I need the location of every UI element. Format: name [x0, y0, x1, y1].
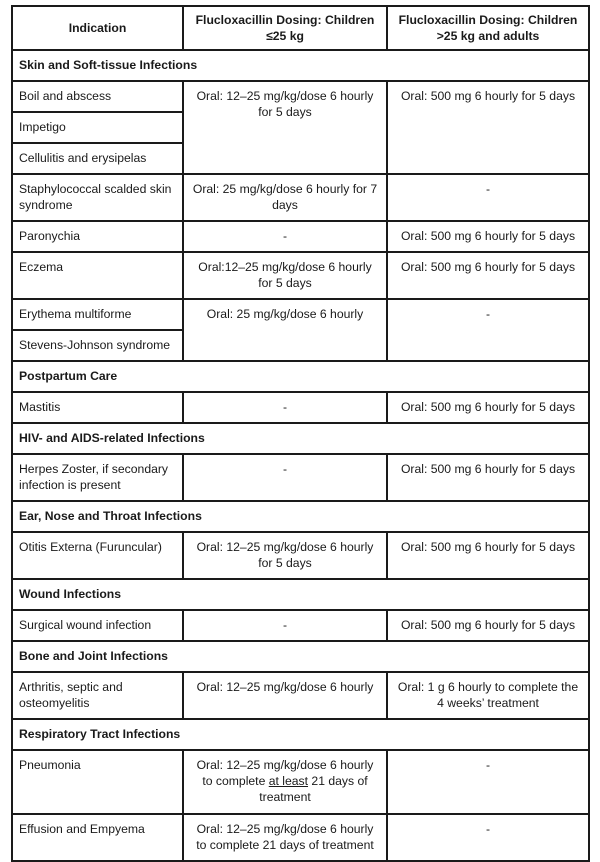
child-dose-cell: -	[183, 221, 387, 252]
section-row	[12, 501, 589, 532]
table-row	[12, 299, 589, 330]
table-row	[12, 221, 589, 252]
indication-cell: Arthritis, septic and osteomyelitis	[12, 672, 183, 719]
section-row	[12, 423, 589, 454]
section-row	[12, 719, 589, 750]
table-row	[12, 814, 589, 861]
section-row	[12, 579, 589, 610]
section-heading: Bone and Joint Infections	[12, 641, 589, 672]
child-dose-cell: Oral: 25 mg/kg/dose 6 hourly	[183, 299, 387, 361]
table-row	[12, 454, 589, 501]
header-children-under-25kg: Flucloxacillin Dosing: Children ≤25 kg	[183, 6, 387, 50]
indication-cell: Effusion and Empyema	[12, 814, 183, 861]
header-indication: Indication	[12, 6, 183, 50]
adult-dose-cell: -	[387, 750, 589, 814]
adult-dose-cell: Oral: 500 mg 6 hourly for 5 days	[387, 81, 589, 174]
child-dose-cell: Oral: 12–25 mg/kg/dose 6 hourly for 5 days	[183, 532, 387, 579]
adult-dose-cell: Oral: 500 mg 6 hourly for 5 days	[387, 610, 589, 641]
indication-cell: Cellulitis and erysipelas	[12, 143, 183, 174]
child-dose-cell: Oral: 12–25 mg/kg/dose 6 hourly to complete 21 days of treatment	[183, 814, 387, 861]
section-row	[12, 641, 589, 672]
indication-cell: Eczema	[12, 252, 183, 299]
adult-dose-cell: Oral: 500 mg 6 hourly for 5 days	[387, 532, 589, 579]
child-dose-cell	[183, 750, 387, 814]
table-row	[12, 750, 589, 814]
indication-cell: Staphylococcal scalded skin syndrome	[12, 174, 183, 221]
indication-cell: Erythema multiforme	[12, 299, 183, 330]
child-dose-cell: -	[183, 454, 387, 501]
section-heading: Skin and Soft-tissue Infections	[12, 50, 589, 81]
header-children-over-25kg-adults: Flucloxacillin Dosing: Children >25 kg and adults	[387, 6, 589, 50]
child-dose-cell: Oral: 12–25 mg/kg/dose 6 hourly	[183, 672, 387, 719]
adult-dose-cell: -	[387, 299, 589, 361]
adult-dose-cell: Oral: 500 mg 6 hourly for 5 days	[387, 454, 589, 501]
flucloxacillin-dosing-table	[11, 5, 590, 862]
adult-dose-cell: Oral: 500 mg 6 hourly for 5 days	[387, 392, 589, 423]
section-row	[12, 50, 589, 81]
section-heading: Wound Infections	[12, 579, 589, 610]
child-dose-cell: Oral: 25 mg/kg/dose 6 hourly for 7 days	[183, 174, 387, 221]
adult-dose-cell: Oral: 500 mg 6 hourly for 5 days	[387, 221, 589, 252]
child-dose-cell: Oral:12–25 mg/kg/dose 6 hourly for 5 days	[183, 252, 387, 299]
child-dose-cell: Oral: 12–25 mg/kg/dose 6 hourly for 5 days	[183, 81, 387, 174]
section-heading: Postpartum Care	[12, 361, 589, 392]
table-row	[12, 532, 589, 579]
dose-text: 21 days of treatment	[259, 774, 368, 804]
adult-dose-cell: Oral: 500 mg 6 hourly for 5 days	[387, 252, 589, 299]
indication-cell: Impetigo	[12, 112, 183, 143]
table-row	[12, 392, 589, 423]
section-heading: Respiratory Tract Infections	[12, 719, 589, 750]
adult-dose-cell: -	[387, 174, 589, 221]
child-dose-cell: -	[183, 610, 387, 641]
table-row	[12, 252, 589, 299]
indication-cell: Surgical wound infection	[12, 610, 183, 641]
adult-dose-cell: -	[387, 814, 589, 861]
child-dose-cell: -	[183, 392, 387, 423]
table-row	[12, 610, 589, 641]
indication-cell: Paronychia	[12, 221, 183, 252]
indication-cell: Pneumonia	[12, 750, 183, 814]
table-row	[12, 174, 589, 221]
table-row	[12, 81, 589, 112]
header-row	[12, 6, 589, 50]
indication-cell: Boil and abscess	[12, 81, 183, 112]
adult-dose-cell: Oral: 1 g 6 hourly to complete the 4 weeks’ treatment	[387, 672, 589, 719]
dose-text: Oral: 12–25 mg/kg/dose 6 hourly to complete	[196, 758, 374, 788]
indication-cell: Stevens-Johnson syndrome	[12, 330, 183, 361]
indication-cell: Otitis Externa (Furuncular)	[12, 532, 183, 579]
section-row	[12, 361, 589, 392]
indication-cell: Herpes Zoster, if secondary infection is present	[12, 454, 183, 501]
section-heading: HIV- and AIDS-related Infections	[12, 423, 589, 454]
underlined-emphasis: at least	[268, 774, 309, 788]
indication-cell: Mastitis	[12, 392, 183, 423]
table-row	[12, 672, 589, 719]
section-heading: Ear, Nose and Throat Infections	[12, 501, 589, 532]
